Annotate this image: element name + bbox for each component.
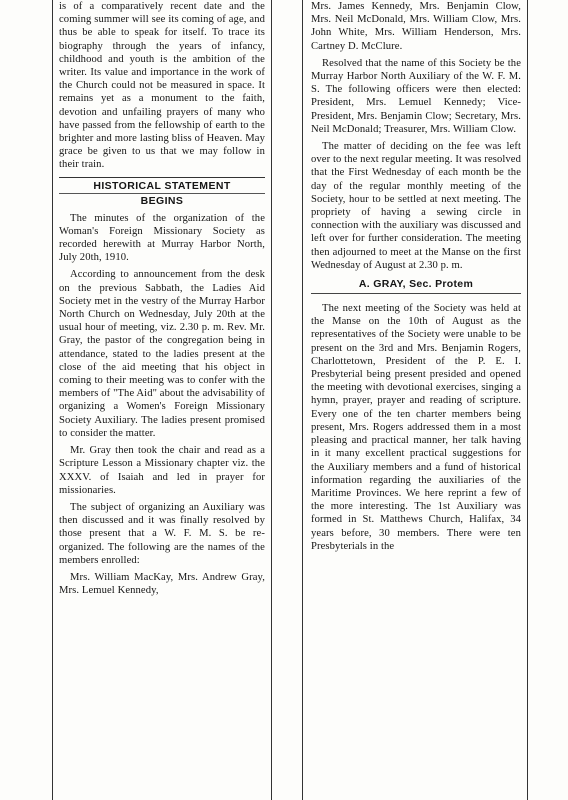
members-paragraph: Mrs. William MacKay, Mrs. Andrew Gray, Mrs. Lemuel Kennedy, [59,571,265,597]
section-heading: HISTORICAL STATEMENT [59,177,265,194]
scripture-paragraph: Mr. Gray then took the chair and read as a Scripture Lesson a Missionary chapter viz. the XXXV. of Isaiah and led in prayer for missionaries. [59,445,265,496]
right-column [302,0,528,800]
minutes-paragraph: The minutes of the organization of the Woman's Foreign Missionary Society as recorded herewith at Murray Harbor North, July 20th, 1910. [59,212,265,264]
announcement-paragraph: According to announcement from the desk on the previous Sabbath, the Ladies Aid Society met in the vestry of the Murray Harbor North Church on Wednesday, July 20th at the usual hour of meeting, viz. 2.30 p. m. Rev. Mr. Gray, the pastor of the congregation being in attendance, stated to the ladies present at the close of the aid meeting that his object in coming to their meeting was to confer with the members of "The Aid" about the advisability of organizing a Women's Foreign Missionary Society Auxiliary. The ladies present promised to consider the matter. [59,269,265,439]
intro-paragraph: is of a comparatively recent date and the coming summer will see its coming of age, and thus be able to speak for itself. To trace its biography through the years of infancy, childhood and youth is the ambition of the writer. Its value and importance in the work of the Church could not be measured in space. It remains yet as a monument to the faith, devotion and unfailing prayers of many who have passed from the fellowship of earth to the brighter and more lasting bliss of Heaven. May grace be given to us that we may follow in their train. [59,1,265,171]
left-column [52,0,272,800]
fee-paragraph: The matter of deciding on the fee was left over to the next regular meeting. It was resolved that the First Wednesday of each month be the day of the regular monthly meeting of the Society, hour to be settled at next meeting. The propriety of having a sewing circle in connection with the auxiliary was discussed and left over for further consideration. The meeting then adjourned to meet at the Manse on the first Wednesday of August at 2.30 p. m. [311,141,521,271]
secretary-signature: A. GRAY, Sec. Protem [311,276,521,294]
members-continued-paragraph: Mrs. James Kennedy, Mrs. Benjamin Clow, Mrs. Neil McDonald, Mrs. William Clow, Mrs. John White, Mrs. William Henderson, Mrs. Cartney D. McClure. [311,1,521,52]
next-meeting-paragraph: The next meeting of the Society was held at the Manse on the 10th of August as the representatives of the Society were unable to be present on the 3rd and Mrs. Benjamin Rogers, Charlottetown, President of the P. E. I. Presbyterial being present presided and opened the meeting with devotional exercises, singing a hymn, prayer, prayer and reading of scripture. Every one of the ten charter members being present, Mrs. Rogers addressed them in a most pleasing and practical manner, her talk having in it many excellent practical suggestions for the Auxiliary members and a fund of historical information regarding the auxiliaries of the Maritime Provinces. We here reprint a few of the more interesting. The 1st Auxiliary was formed in St. Matthews Church, Halifax, 34 years before, 30 members. There were ten Presbyterials in the [311,303,521,552]
organizing-paragraph: The subject of organizing an Auxiliary was then discussed and it was finally resolved by those present that a W. F. M. S. be re-organized. The following are the names of the members enrolled: [59,501,265,566]
section-subheading: BEGINS [140,194,184,207]
resolution-paragraph: Resolved that the name of this Society be the Murray Harbor North Auxiliary of the W. F. M. S. The following officers were then elected: President, Mrs. Lemuel Kennedy; Vice-President, Mrs. Benjamin Clow; Secretary, Mrs. Neil McDonald; Treasurer, Mrs. William Clow. [311,57,521,135]
